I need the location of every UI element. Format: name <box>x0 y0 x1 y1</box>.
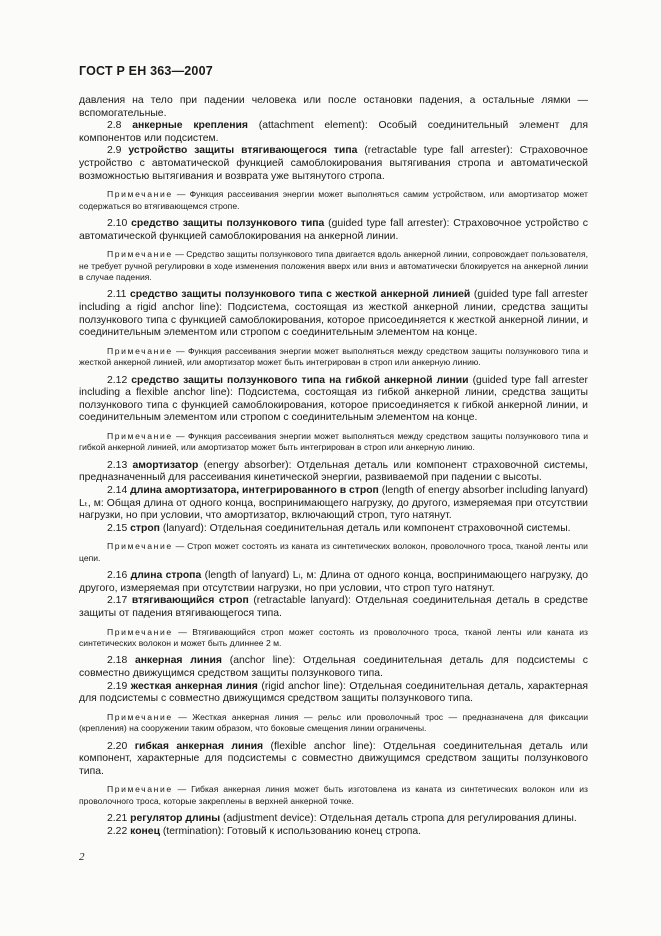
definition-text: (anchor line): Отдельная соединительная деталь для подсистемы с совместно движущимся средством защиты ползункового типа. <box>79 655 588 679</box>
section-number: 2.11 <box>107 289 127 301</box>
section-number: 2.8 <box>107 120 122 132</box>
document-body <box>79 95 588 838</box>
definition-text: (length of energy absorber including lanyard) Lₜ, м: Общая длина от одного конца, воспринимающего нагрузку, до другого, измеряемая при отсутствии нагрузки, но при условии, что амортизатор, включающий строп, туго натянут. <box>79 484 589 522</box>
defined-term: длина амортизатора, интегрированного в строп <box>130 484 379 496</box>
definition-text: (retractable lanyard): Отдельная соединительная деталь в средстве защиты от падения втягивающегося типа. <box>79 595 588 619</box>
definition-paragraph <box>79 813 588 826</box>
section-number: 2.13 <box>107 459 128 471</box>
definition-paragraph <box>79 120 588 145</box>
definition-text: (adjustment device): Отдельная деталь стропа для регулирования длины. <box>220 813 577 825</box>
definition-paragraph <box>79 595 588 620</box>
defined-term: гибкая анкерная линия <box>134 740 264 752</box>
note-paragraph <box>79 431 588 454</box>
note-label: Примечание <box>107 189 173 200</box>
defined-term: средство защиты ползункового типа с жесткой анкерной линией <box>130 289 471 301</box>
section-number: 2.14 <box>107 484 128 496</box>
definition-text: (length of lanyard) Lₗ, м: Длина от одного конца, воспринимающего нагрузку, до другого, измеряемая при отсутствии нагрузки, но при условии, что строп туго натянут. <box>79 570 588 594</box>
note-label: Примечание <box>107 784 173 795</box>
definition-paragraph <box>79 485 588 523</box>
definition-paragraph <box>79 375 588 425</box>
definition-paragraph <box>79 289 588 339</box>
definition-paragraph <box>79 523 588 536</box>
defined-term: средство защиты ползункового типа на гибкой анкерной линии <box>131 374 469 386</box>
section-number: 2.19 <box>107 680 128 692</box>
defined-term: устройство защиты втягивающегося типа <box>128 145 358 157</box>
section-number: 2.15 <box>107 522 128 534</box>
definition-paragraph <box>79 218 588 243</box>
note-paragraph <box>79 627 588 650</box>
note-label: Примечание <box>107 430 173 441</box>
section-number: 2.21 <box>107 813 128 825</box>
standard-title: ГОСТ Р ЕН 363—2007 <box>79 64 213 78</box>
defined-term: конец <box>130 825 160 837</box>
note-text: — Гибкая анкерная линия может быть изготовлена из каната из синтетических волокон или из проволочного троса, которые закреплены в верхней анкерной точке. <box>79 784 588 806</box>
note-paragraph <box>79 346 588 369</box>
definition-text: (guided type fall arrester including a rigid anchor line): Подсистема, состоящая из жесткой анкерной линии, средства защиты ползункового типа с функцией самоблокирования, которое присоединяется к жесткой анкерной линии, и соединительным элементом или стропом с соединительным элементом на конце. <box>79 289 588 339</box>
defined-term: анкерные крепления <box>132 120 248 132</box>
definition-paragraph <box>79 826 588 839</box>
page-number: 2 <box>79 851 85 863</box>
note-paragraph <box>79 249 588 283</box>
defined-term: средство защиты ползункового типа <box>131 217 325 229</box>
definition-paragraph <box>79 460 588 485</box>
defined-term: амортизатор <box>132 459 199 471</box>
definition-text: (lanyard): Отдельная соединительная деталь или компонент страховочной системы. <box>159 522 571 534</box>
definition-paragraph <box>79 681 588 706</box>
defined-term: строп <box>130 522 160 534</box>
note-paragraph <box>79 784 588 807</box>
defined-term: длина стропа <box>130 570 202 582</box>
section-number: 2.16 <box>107 570 128 582</box>
section-number: 2.9 <box>107 145 122 157</box>
definition-text: (retractable type fall arrester): Страховочное устройство с автоматической функцией самоблокирования вытягивания стропа и автоматической возможностью вытягивания и возврата уже вытянутого стропа. <box>79 145 589 182</box>
note-label: Примечание <box>107 249 173 260</box>
section-number: 2.10 <box>107 217 128 229</box>
paragraph-text: давления на тело при падении человека или после остановки падения, а остальные лямки — вспомогательные. <box>79 95 588 119</box>
note-label: Примечание <box>107 711 173 722</box>
section-number: 2.18 <box>107 655 128 667</box>
note-text: — Строп может состоять из каната из синтетических волокон, проволочного троса, тканой ленты или цепи. <box>79 541 588 563</box>
definition-paragraph <box>79 655 588 680</box>
note-paragraph <box>79 189 588 212</box>
defined-term: втягивающийся строп <box>131 595 249 607</box>
note-text: — Функция рассеивания энергии может выполняться между средством защиты ползункового типа и жесткой анкерной линией, или амортизатор может быть интегрирован в строп или анкерную линию. <box>79 345 588 368</box>
definition-paragraph <box>79 570 588 595</box>
note-paragraph <box>79 541 588 564</box>
section-number: 2.22 <box>107 825 128 837</box>
definition-paragraph <box>79 741 588 779</box>
continuation-paragraph <box>79 95 588 120</box>
definition-text: (guided type fall arrester): Страховочное устройство с автоматической функцией самоблокирования на анкерной линии. <box>79 217 588 242</box>
definition-text: (attachment element): Особый соединительный элемент для компонентов или подсистем. <box>79 120 588 144</box>
definition-text: (flexible anchor line): Отдельная соединительная деталь или компонент, характерные для подсистемы с совместно движущимся средством защиты ползункового типа. <box>79 740 588 777</box>
definition-paragraph <box>79 145 588 183</box>
definition-text: (guided type fall arrester including a flexible anchor line): Подсистема, состоящая из гибкой анкерной линии, средства защиты ползункового типа с функцией самоблокирования, которое присоединяется к гибкой анкерной линии, и соединительным элементом или стропом с соединительным элементом на конце. <box>79 374 588 424</box>
note-text: — Втягивающийся строп может состоять из проволочного троса, тканой ленты или каната из синтетических волокон и может быть длиннее 2 м. <box>79 626 588 648</box>
note-paragraph <box>79 712 588 735</box>
note-label: Примечание <box>107 345 173 356</box>
section-number: 2.20 <box>107 740 128 752</box>
note-text: — Функция рассеивания энергии может выполняться самим устройством, или амортизатор может содержаться во втягивающемся стропе. <box>79 189 588 211</box>
definition-text: (termination): Готовый к использованию конец стропа. <box>159 825 422 837</box>
definition-text: (energy absorber): Отдельная деталь или компонент страховочной системы, предназначенный для рассеивания кинетической энергии, развиваемой при падении с высоты. <box>79 459 588 484</box>
note-text: — Жесткая анкерная линия — рельс или проволочный трос — предназначена для фиксации (крепления) на сооружении таким образом, что боковые смещения линии ограничены. <box>79 711 588 734</box>
note-label: Примечание <box>107 626 173 637</box>
definition-text: (rigid anchor line): Отдельная соединительная деталь, характерная для подсистемы с совместно движущимся средством защиты ползункового типа. <box>79 680 588 705</box>
defined-term: регулятор длины <box>130 813 221 825</box>
section-number: 2.17 <box>107 595 128 607</box>
note-text: — Средство защиты ползункового типа двигается вдоль анкерной линии, сопровождает пользователя, не требует ручной регулировки в ходе изменения положения вверх или вниз и автоматически блокируется на анкерной линии в случае падения. <box>79 249 588 282</box>
defined-term: жесткая анкерная линия <box>130 680 258 692</box>
defined-term: анкерная линия <box>135 655 222 667</box>
note-label: Примечание <box>107 541 173 552</box>
note-text: — Функция рассеивания энергии может выполняться между средством защиты ползункового типа и гибкой анкерной линией, или амортизатор может быть интегрирован в строп или анкерную линию. <box>79 430 588 453</box>
section-number: 2.12 <box>107 374 128 386</box>
